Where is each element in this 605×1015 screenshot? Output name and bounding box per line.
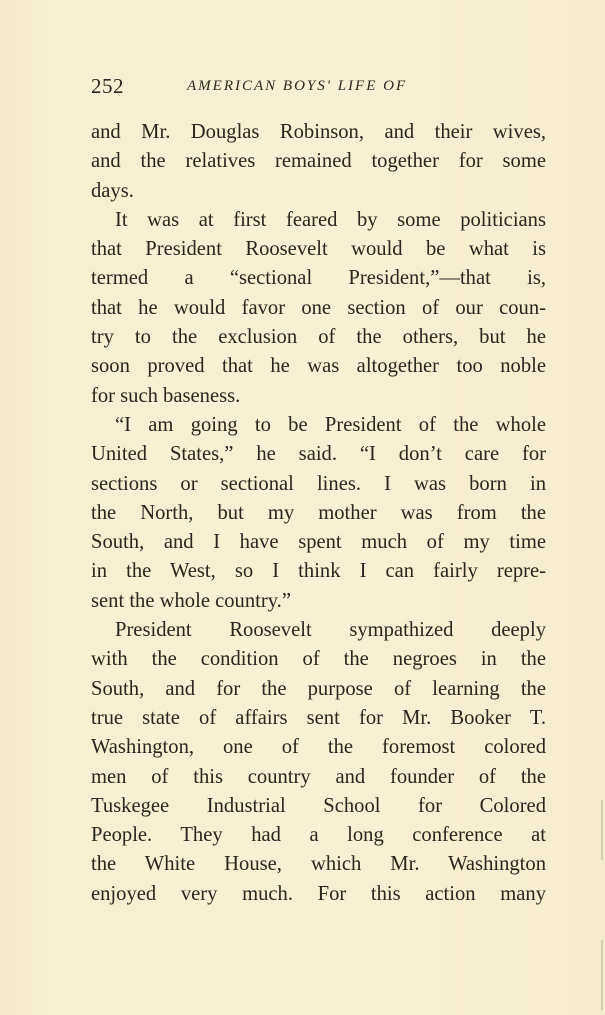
text-line: Washington, one of the foremost colored	[91, 736, 546, 759]
page-edge-mark	[601, 940, 603, 1010]
text-line: in the West, so I think I can fairly repre-	[91, 560, 546, 583]
text-line: “I am going to be President of the whole	[115, 413, 546, 436]
text-line: sections or sectional lines. I was born in	[91, 472, 546, 495]
text-line: South, and for the purpose of learning the	[91, 677, 546, 700]
text-line: enjoyed very much. For this action many	[91, 882, 546, 905]
text-line: the North, but my mother was from the	[91, 501, 546, 524]
body-text	[91, 118, 546, 909]
text-line: termed a “sectional President,”—that is,	[91, 267, 546, 290]
page-edge-mark	[601, 800, 603, 860]
text-line: try to the exclusion of the others, but he	[91, 326, 546, 349]
text-line: and the relatives remained together for some	[91, 150, 546, 173]
running-header	[91, 74, 551, 104]
text-line: sent the whole country.”	[91, 589, 291, 612]
text-line: true state of affairs sent for Mr. Booker T.	[91, 706, 546, 729]
text-line: men of this country and founder of the	[91, 765, 546, 788]
text-line: Tuskegee Industrial School for Colored	[91, 794, 546, 817]
text-line: the White House, which Mr. Washington	[91, 853, 546, 876]
text-line: United States,” he said. “I don’t care for	[91, 443, 546, 466]
text-line: South, and I have spent much of my time	[91, 531, 546, 554]
text-line: days.	[91, 179, 134, 202]
page-number: 252	[91, 74, 124, 98]
text-line: and Mr. Douglas Robinson, and their wives,	[91, 121, 546, 143]
text-line: It was at first feared by some politicians	[115, 208, 546, 231]
running-title: AMERICAN BOYS' LIFE OF	[187, 78, 408, 94]
text-line: that President Roosevelt would be what is	[91, 238, 546, 261]
text-line: that he would favor one section of our coun-	[91, 296, 546, 319]
text-line: soon proved that he was altogether too noble	[91, 355, 546, 378]
text-line: President Roosevelt sympathized deeply	[115, 619, 546, 642]
text-line: People. They had a long conference at	[91, 824, 546, 847]
text-line: for such baseness.	[91, 384, 241, 407]
text-line: with the condition of the negroes in the	[91, 648, 546, 671]
